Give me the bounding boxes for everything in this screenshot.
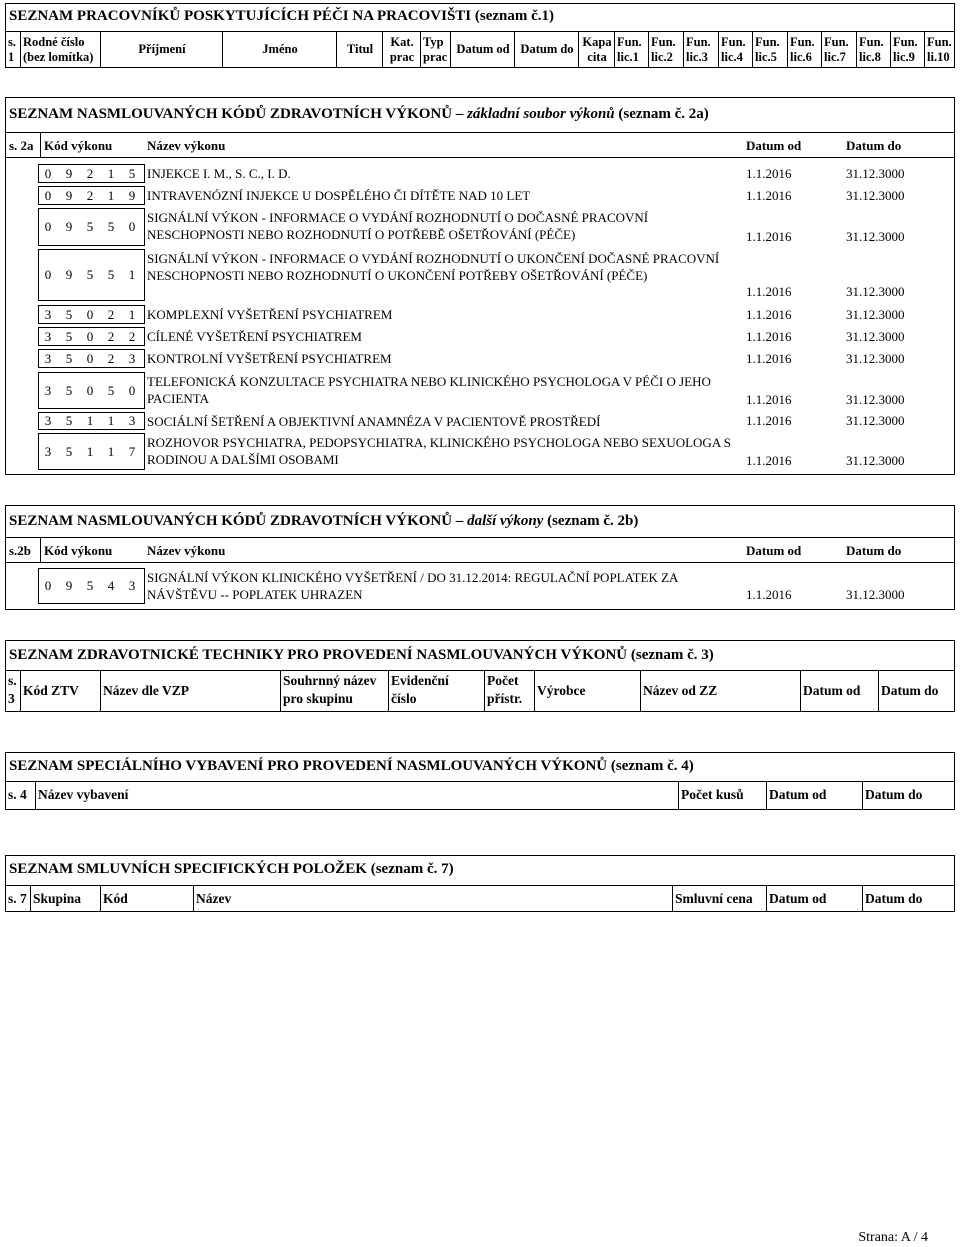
kod-digit: 1 [107, 165, 115, 181]
section-2a-title-end: (seznam č. 2a) [618, 106, 709, 122]
divider [5, 885, 955, 886]
divider [100, 670, 101, 712]
kod-digit: 2 [86, 187, 94, 203]
kod-digit: 9 [65, 187, 73, 203]
s3-header-line: Datum od [803, 683, 861, 698]
datum-od: 1.1.2016 [746, 188, 792, 203]
kod-digit: 5 [107, 219, 115, 234]
kod-digit: 5 [65, 350, 73, 366]
divider [924, 31, 925, 68]
kod-digit: 0 [86, 382, 94, 398]
section-2a-title [9, 106, 709, 123]
divider [388, 670, 389, 712]
s1-header-line: Fun. [790, 35, 815, 49]
s3-header-line: Výrobce [537, 683, 586, 698]
s1-header-col [8, 35, 19, 65]
divider [856, 31, 857, 68]
kod-digit: 3 [44, 306, 52, 322]
divider [5, 670, 955, 671]
nazev-vykonu: CÍLENÉ VYŠETŘENÍ PSYCHIATREM [147, 329, 362, 344]
kod-vykonu [38, 219, 145, 235]
datum-od: 1.1.2016 [746, 413, 792, 428]
s1-header-col [423, 35, 449, 65]
s3-header-col [487, 672, 522, 708]
divider [35, 781, 36, 810]
kod-digit: 1 [86, 443, 94, 459]
datum-od: 1.1.2016 [746, 392, 792, 407]
kod-digit: 3 [44, 382, 52, 398]
s3-header-col [23, 682, 79, 700]
s1-header-line: Fun. [755, 35, 780, 49]
kod-digit: 5 [107, 382, 115, 398]
s1-header-line: lic.9 [893, 50, 915, 64]
s7-header-cell: Skupina [33, 891, 82, 906]
kod-digit: 1 [107, 187, 115, 203]
s3-header-line: Název dle VZP [103, 683, 189, 698]
s7-header-cell: s. 7 [8, 891, 27, 906]
datum-od: 1.1.2016 [746, 284, 792, 299]
divider [514, 31, 515, 68]
section-4-title: SEZNAM SPECIÁLNÍHO VYBAVENÍ PRO PROVEDENÍ NASMLOUVANÝCH VÝKONŮ (seznam č. 4) [9, 758, 694, 774]
s1-header-line: Jméno [262, 42, 298, 56]
kod-digit: 5 [65, 328, 73, 344]
divider [862, 885, 863, 912]
s2b-header-s: s.2b [9, 543, 32, 558]
kod-vykonu [38, 329, 145, 345]
s1-header-col [339, 42, 381, 57]
s3-header-col [103, 682, 189, 700]
kod-vykonu [38, 188, 145, 204]
s1-header-col [517, 42, 577, 57]
divider [100, 885, 101, 912]
kod-vykonu [38, 383, 145, 399]
s3-header-line: s. [8, 673, 17, 688]
section-3-title: SEZNAM ZDRAVOTNICKÉ TECHNIKY PRO PROVEDENÍ NASMLOUVANÝCH VÝKONŮ (seznam č. 3) [9, 647, 714, 663]
s4-header-cell: Počet kusů [681, 787, 744, 802]
s1-header-col [721, 35, 751, 65]
kod-digit: 5 [128, 165, 136, 181]
divider [766, 885, 767, 912]
datum-od: 1.1.2016 [746, 166, 792, 181]
kod-digit: 5 [86, 267, 94, 282]
kod-digit: 9 [65, 267, 73, 282]
kod-digit: 1 [86, 413, 94, 428]
datum-do: 31.12.3000 [846, 413, 905, 428]
divider [193, 885, 194, 912]
s2b-header-nazev: Název výkonu [147, 543, 226, 558]
divider [40, 537, 41, 562]
s1-header-line: Fun. [927, 35, 952, 49]
s1-header-col [453, 42, 513, 57]
nazev-vykonu: SOCIÁLNÍ ŠETŘENÍ A OBJEKTIVNÍ ANAMNÉZA V PACIENTOVĚ PROSTŘEDÍ [147, 414, 601, 429]
s3-header-col [537, 682, 586, 700]
datum-do: 31.12.3000 [846, 166, 905, 181]
s1-header-line: 1 [8, 50, 15, 64]
s1-header-line: s. [8, 35, 16, 49]
section-2a-title-italic: – základní soubor výkonů [455, 106, 615, 122]
s2b-header-od: Datum od [746, 543, 802, 558]
s1-header-line: Typ [423, 35, 444, 49]
divider [752, 31, 753, 68]
kod-digit: 5 [65, 443, 73, 459]
s1-header-line: lic.3 [686, 50, 708, 64]
s3-header-col [881, 682, 938, 700]
s1-header-line: (bez lomítka) [23, 50, 94, 64]
divider [484, 670, 485, 712]
datum-od: 1.1.2016 [746, 229, 792, 244]
s4-header-cell: s. 4 [8, 787, 27, 802]
kod-vykonu [38, 351, 145, 367]
s3-header-col [391, 672, 449, 708]
datum-do: 31.12.3000 [846, 453, 905, 468]
s1-header-line: Fun. [651, 35, 676, 49]
divider [20, 31, 21, 68]
kod-digit: 0 [44, 267, 52, 282]
divider [672, 885, 673, 912]
kod-digit: 0 [86, 350, 94, 366]
s2a-header-nazev: Název výkonu [147, 138, 226, 153]
kod-digit: 9 [128, 187, 136, 203]
divider [30, 885, 31, 912]
nazev-vykonu: INJEKCE I. M., S. C., I. D. [147, 166, 291, 181]
kod-digit: 0 [128, 219, 136, 234]
divider [5, 157, 955, 158]
divider [614, 31, 615, 68]
divider [640, 670, 641, 712]
section-1-title: SEZNAM PRACOVNÍKŮ POSKYTUJÍCÍCH PÉČI NA PRACOVIŠTI (seznam č.1) [9, 8, 555, 24]
s3-header-line: Počet [487, 673, 519, 688]
s3-header-line: Datum do [881, 683, 939, 698]
section-2b-title-italic: – další výkony [455, 513, 544, 529]
s1-header-col [686, 35, 717, 65]
s1-header-col [23, 35, 99, 65]
kod-digit: 9 [65, 578, 73, 593]
divider [862, 781, 863, 810]
kod-digit: 9 [65, 165, 73, 181]
divider [420, 31, 421, 68]
s3-header-line: číslo [391, 691, 417, 706]
s7-header-cell: Kód [103, 891, 128, 906]
s7-header-cell: Smluvní cena [675, 891, 753, 906]
datum-od: 1.1.2016 [746, 329, 792, 344]
kod-digit: 1 [128, 267, 136, 282]
s2b-header-kod: Kód výkonu [44, 543, 113, 558]
s1-header-col [581, 35, 613, 65]
kod-digit: 1 [107, 413, 115, 428]
s1-header-line: Fun. [824, 35, 849, 49]
section-2b-title [9, 513, 638, 530]
kod-digit: 0 [128, 382, 136, 398]
s1-header-col [824, 35, 855, 65]
section-7-title: SEZNAM SMLUVNÍCH SPECIFICKÝCH POLOŽEK (seznam č. 7) [9, 861, 454, 877]
s1-header-line: lic.6 [790, 50, 812, 64]
kod-digit: 3 [44, 413, 52, 428]
divider [5, 537, 955, 538]
kod-vykonu [38, 267, 145, 283]
kod-digit: 7 [128, 443, 136, 459]
datum-od: 1.1.2016 [746, 453, 792, 468]
divider [648, 31, 649, 68]
kod-digit: 3 [128, 350, 136, 366]
s3-header-col [643, 682, 717, 700]
s1-header-line: prac [423, 50, 448, 64]
s3-header-col [803, 682, 860, 700]
s1-header-line: Datum do [520, 42, 574, 56]
datum-do: 31.12.3000 [846, 329, 905, 344]
s7-header-cell: Datum do [865, 891, 923, 906]
s3-header-line: pro skupinu [283, 691, 353, 706]
divider [5, 562, 955, 563]
s1-header-col [790, 35, 820, 65]
divider [683, 31, 684, 68]
s2b-header-do: Datum do [846, 543, 902, 558]
s1-header-col [617, 35, 647, 65]
kod-digit: 2 [107, 350, 115, 366]
datum-do: 31.12.3000 [846, 284, 905, 299]
s1-header-line: Fun. [859, 35, 884, 49]
kod-digit: 5 [86, 219, 94, 234]
nazev-vykonu: SIGNÁLNÍ VÝKON KLINICKÉHO VYŠETŘENÍ / DO 31.12.2014: REGULAČNÍ POPLATEK ZA NÁVŠTĚVU -- POPLATEK UHRAZEN [147, 570, 678, 602]
s1-header-col [225, 42, 335, 57]
s2a-header-do: Datum do [846, 138, 902, 153]
nazev-vykonu: SIGNÁLNÍ VÝKON - INFORMACE O VYDÁNÍ ROZHODNUTÍ O DOČASNÉ PRACOVNÍ NESCHOPNOSTI NEBO ROZHODNUTÍ O POTŘEBĚ OŠETŘOVÁNÍ (PÉČE) [147, 210, 649, 242]
kod-digit: 0 [44, 165, 52, 181]
s7-header-cell: Datum od [769, 891, 827, 906]
section-2b-title-end: (seznam č. 2b) [547, 513, 639, 529]
s1-header-col [755, 35, 786, 65]
nazev-vykonu: SIGNÁLNÍ VÝKON - INFORMACE O VYDÁNÍ ROZHODNUTÍ O UKONČENÍ DOČASNÉ PRACOVNÍ NESCHOPNOSTI NEBO ROZHODNUTÍ O UKONČENÍ POTŘEBY OŠETŘOVÁNÍ (PÉČE) [147, 251, 720, 283]
kod-digit: 5 [65, 413, 73, 428]
kod-digit: 0 [44, 219, 52, 234]
s4-header-cell: Datum od [769, 787, 827, 802]
kod-digit: 5 [86, 578, 94, 593]
s1-header-line: Fun. [686, 35, 711, 49]
kod-vykonu [38, 444, 145, 460]
s1-header-line: cita [587, 50, 607, 64]
kod-digit: 0 [86, 306, 94, 322]
datum-od: 1.1.2016 [746, 587, 792, 602]
datum-od: 1.1.2016 [746, 351, 792, 366]
divider [718, 31, 719, 68]
kod-digit: 2 [107, 328, 115, 344]
divider [5, 132, 955, 133]
s1-header-col [103, 42, 221, 57]
s3-header-line: Kód ZTV [23, 683, 79, 698]
s1-header-line: li.10 [927, 50, 950, 64]
s4-header-cell: Datum do [865, 787, 923, 802]
divider [534, 670, 535, 712]
s1-header-line: Fun. [617, 35, 642, 49]
kod-digit: 2 [107, 306, 115, 322]
s1-header-line: Kat. [390, 35, 414, 49]
s3-header-col [283, 672, 376, 708]
s1-header-line: lic.8 [859, 50, 881, 64]
datum-do: 31.12.3000 [846, 587, 905, 602]
kod-vykonu [38, 578, 145, 594]
s1-header-line: Titul [346, 42, 374, 56]
divider [222, 31, 223, 68]
page-number: Strana: A / 4 [858, 1230, 928, 1245]
s1-header-line: Fun. [893, 35, 918, 49]
s2a-header-od: Datum od [746, 138, 802, 153]
s3-header-line: Souhrnný název [283, 673, 377, 688]
s3-header-line: Název od ZZ [643, 683, 718, 698]
s1-header-line: lic.5 [755, 50, 777, 64]
datum-do: 31.12.3000 [846, 392, 905, 407]
nazev-vykonu: ROZHOVOR PSYCHIATRA, PEDOPSYCHIATRA, KLINICKÉHO PSYCHOLOGA NEBO SEXUOLOGA S RODINOU A DALŠÍMI OSOBAMI [147, 435, 731, 467]
divider [821, 31, 822, 68]
nazev-vykonu: KOMPLEXNÍ VYŠETŘENÍ PSYCHIATREM [147, 307, 393, 322]
s1-header-line: Příjmení [138, 42, 186, 56]
kod-digit: 3 [128, 413, 136, 428]
s1-header-line: prac [389, 50, 415, 64]
s1-header-line: lic.7 [824, 50, 846, 64]
divider [787, 31, 788, 68]
divider [382, 31, 383, 68]
divider [450, 31, 451, 68]
s1-header-col [385, 35, 419, 65]
divider [890, 31, 891, 68]
datum-do: 31.12.3000 [846, 351, 905, 366]
s1-header-line: Fun. [721, 35, 746, 49]
s1-header-line: Kapa [582, 35, 612, 49]
s1-header-col [927, 35, 954, 65]
kod-digit: 3 [44, 443, 52, 459]
divider [800, 670, 801, 712]
s3-header-line: Evidenční [391, 673, 449, 688]
divider [578, 31, 579, 68]
s7-header-cell: Název [196, 891, 232, 906]
kod-digit: 4 [107, 578, 115, 593]
kod-digit: 3 [128, 578, 136, 593]
s1-header-col [651, 35, 682, 65]
divider [5, 31, 955, 32]
datum-do: 31.12.3000 [846, 307, 905, 322]
kod-digit: 5 [65, 382, 73, 398]
kod-vykonu [38, 166, 145, 182]
kod-digit: 9 [65, 219, 73, 234]
s4-header-cell: Název vybavení [38, 787, 129, 802]
divider [336, 31, 337, 68]
divider [100, 31, 101, 68]
kod-digit: 1 [128, 306, 136, 322]
s1-header-line: Rodné číslo [23, 35, 85, 49]
kod-digit: 0 [44, 578, 52, 593]
kod-digit: 0 [86, 328, 94, 344]
kod-digit: 2 [128, 328, 136, 344]
nazev-vykonu: INTRAVENÓZNÍ INJEKCE U DOSPĚLÉHO ČI DÍTĚTE NAD 10 LET [147, 188, 531, 203]
kod-digit: 1 [107, 443, 115, 459]
divider [40, 132, 41, 157]
s2a-header-s: s. 2a [9, 138, 34, 153]
kod-digit: 3 [44, 328, 52, 344]
s2a-header-kod: Kód výkonu [44, 138, 113, 153]
nazev-vykonu: KONTROLNÍ VYŠETŘENÍ PSYCHIATREM [147, 351, 392, 366]
datum-do: 31.12.3000 [846, 188, 905, 203]
s3-header-line: přístr. [487, 691, 523, 706]
kod-digit: 2 [86, 165, 94, 181]
section-2a-title-main: SEZNAM NASMLOUVANÝCH KÓDŮ ZDRAVOTNÍCH VÝKONŮ [9, 106, 453, 122]
datum-od: 1.1.2016 [746, 307, 792, 322]
s1-header-line: lic.1 [617, 50, 639, 64]
kod-digit: 5 [107, 267, 115, 282]
s3-header-col [8, 672, 17, 708]
datum-do: 31.12.3000 [846, 229, 905, 244]
kod-digit: 3 [44, 350, 52, 366]
s1-header-line: Datum od [456, 42, 510, 56]
section-2b-title-main: SEZNAM NASMLOUVANÝCH KÓDŮ ZDRAVOTNÍCH VÝKONŮ [9, 513, 453, 529]
kod-digit: 0 [44, 187, 52, 203]
kod-vykonu [38, 413, 145, 429]
s3-header-line: 3 [8, 691, 15, 706]
divider [20, 670, 21, 712]
divider [280, 670, 281, 712]
divider [878, 670, 879, 712]
kod-digit: 5 [65, 306, 73, 322]
s1-header-line: lic.4 [721, 50, 743, 64]
divider [766, 781, 767, 810]
divider [5, 781, 955, 782]
s1-header-line: lic.2 [651, 50, 673, 64]
s1-header-col [893, 35, 923, 65]
divider [678, 781, 679, 810]
s1-header-col [859, 35, 889, 65]
nazev-vykonu: TELEFONICKÁ KONZULTACE PSYCHIATRA NEBO KLINICKÉHO PSYCHOLOGA V PÉČI O JEHO PACIENTA [147, 374, 711, 406]
kod-vykonu [38, 307, 145, 323]
